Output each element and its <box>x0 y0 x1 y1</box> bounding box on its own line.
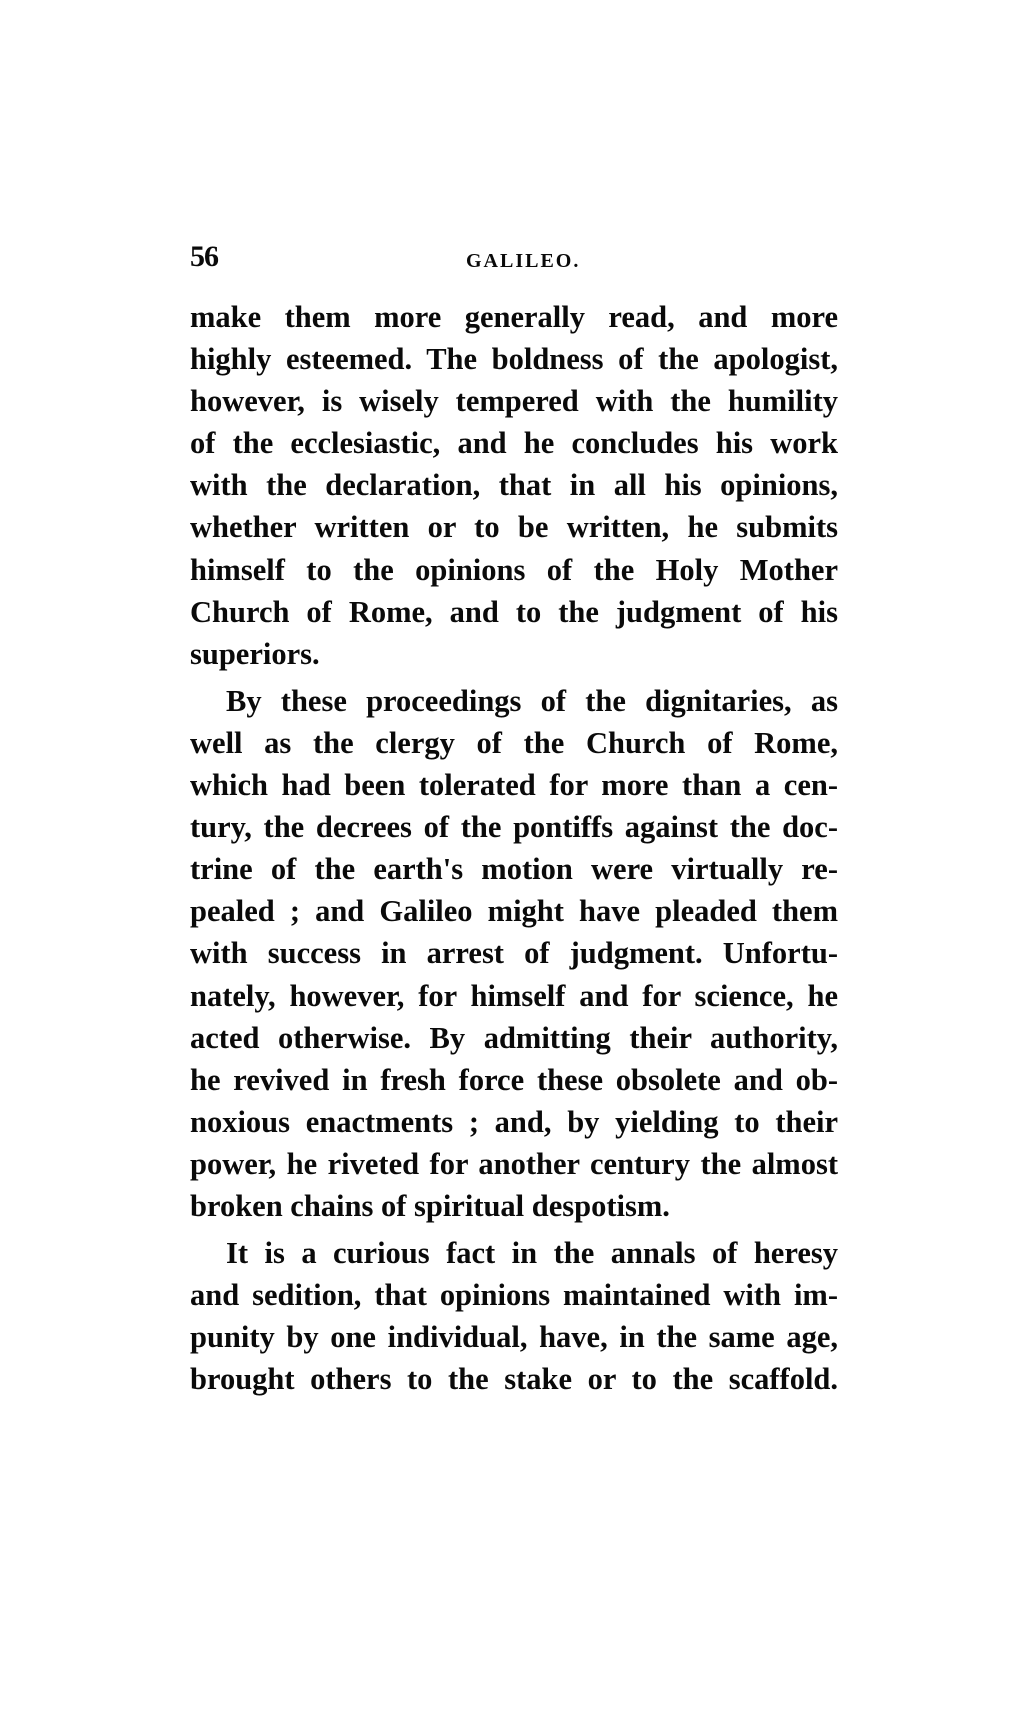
text-line: By these proceedings of the dignitaries, as <box>226 683 838 718</box>
text-line: make them more generally read, and more <box>190 300 838 334</box>
running-head-title: GALILEO. <box>466 250 581 272</box>
text-line: he revived in fresh force these obsolete and ob- <box>190 1062 838 1097</box>
text-line: brought others to the stake or to the scaffold. <box>190 1362 838 1397</box>
book-page <box>190 240 838 1400</box>
paragraph-1 <box>190 296 838 675</box>
text-line: of the ecclesiastic, and he concludes his work <box>190 426 838 461</box>
text-line: punity by one individual, have, in the same age, <box>190 1320 838 1355</box>
text-line: well as the clergy of the Church of Rome, <box>190 725 838 760</box>
text-line: highly esteemed. The boldness of the apologist, <box>190 342 838 377</box>
text-line: whether written or to be written, he submits <box>190 510 838 545</box>
text-line: Church of Rome, and to the judgment of his <box>190 594 838 629</box>
text-line: himself to the opinions of the Holy Mother <box>190 552 838 587</box>
text-line: and sedition, that opinions maintained with im- <box>190 1278 838 1313</box>
text-line: trine of the earth's motion were virtually re- <box>190 852 838 887</box>
paragraph-3 <box>190 1232 838 1400</box>
paragraph-2 <box>190 680 838 1227</box>
text-line: broken chains of spiritual despotism. <box>190 1188 670 1223</box>
text-line: tury, the decrees of the pontiffs against the doc- <box>190 810 838 845</box>
text-line: noxious enactments ; and, by yielding to their <box>190 1104 838 1139</box>
running-head <box>190 240 838 280</box>
text-line: with the declaration, that in all his opinions, <box>190 468 838 503</box>
text-line: however, is wisely tempered with the humility <box>190 384 838 419</box>
page-number: 56 <box>190 240 218 273</box>
text-line: power, he riveted for another century the almost <box>190 1146 838 1181</box>
text-line: with success in arrest of judgment. Unfortu- <box>190 936 838 971</box>
text-line: It is a curious fact in the annals of heresy <box>226 1236 838 1271</box>
text-line: acted otherwise. By admitting their authority, <box>190 1020 838 1055</box>
text-line: superiors. <box>190 636 320 671</box>
text-line: nately, however, for himself and for science, he <box>190 978 838 1013</box>
body-text <box>190 296 838 1400</box>
text-line: pealed ; and Galileo might have pleaded them <box>190 894 838 929</box>
text-line: which had been tolerated for more than a cen- <box>190 768 838 803</box>
